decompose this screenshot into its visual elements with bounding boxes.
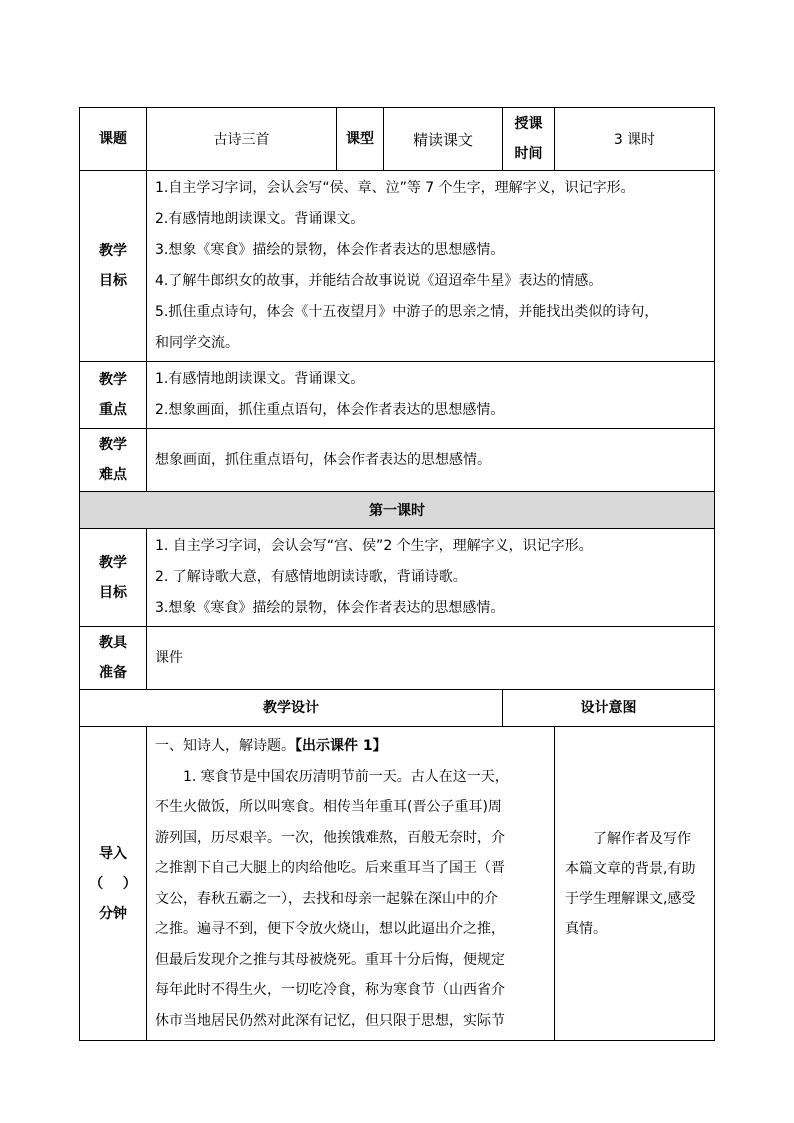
- topic-value: 古诗三首: [147, 108, 337, 171]
- tools-label-line-2: 准备: [99, 665, 127, 681]
- key-points-label-line-2: 重点: [99, 402, 127, 418]
- intent-line: 真情。: [565, 920, 607, 937]
- intro-label-line-1: 导入: [99, 845, 127, 862]
- key-points-content: [147, 362, 715, 429]
- tools-row: [80, 627, 715, 690]
- lesson-goal-item: 2. 了解诗歌大意，有感情地朗读诗歌，背诵诗歌。: [155, 569, 467, 585]
- time-value: 3 课时: [555, 108, 715, 171]
- intro-line: 之推割下自己大腿上的肉给他吃。后来重耳当了国王（晋: [155, 860, 505, 876]
- goal-item: 1.自主学习字词，会认会写“侯、章、泣”等 7 个生字，理解字义，识记字形。: [155, 180, 635, 196]
- tools-label-line-1: 教具: [99, 635, 127, 651]
- tools-content: 课件: [147, 627, 715, 690]
- intro-label: [80, 727, 147, 1041]
- intro-row: [80, 727, 715, 1041]
- section-row: [80, 492, 715, 529]
- intro-content: [147, 727, 555, 1041]
- intro-line: 文公，春秋五霸之一），去找和母亲一起躲在深山中的介: [155, 890, 498, 907]
- goal-item: 和同学交流。: [155, 335, 239, 351]
- goal-item: 5.抓住重点诗句，体会《十五夜望月》中游子的思亲之情，并能找出类似的诗句，: [155, 304, 659, 320]
- intro-intent: [555, 727, 715, 1041]
- lesson-goals-row: [80, 529, 715, 627]
- intro-line: 每年此时不得生火，一切吃冷食，称为寒食节（山西省介: [155, 982, 505, 998]
- difficulties-label-line-1: 教学: [99, 437, 127, 453]
- key-points-label: [80, 362, 147, 429]
- intent-header: 设计意图: [503, 690, 715, 727]
- type-value: 精读课文: [384, 108, 503, 171]
- key-point-item: 1.有感情地朗读课文。背诵课文。: [155, 371, 365, 387]
- intro-label-line-3: 分钟: [99, 905, 127, 922]
- intro-line: 之推。遍寻不到，便下令放火烧山，想以此逼出介之推，: [155, 921, 505, 937]
- lesson-plan-table: [79, 107, 715, 1041]
- intent-line: 本篇文章的背景,有助: [565, 860, 696, 877]
- key-points-label-line-1: 教学: [99, 372, 127, 388]
- goal-item: 2.有感情地朗读课文。背诵课文。: [155, 211, 365, 227]
- lesson-goals-label-line-2: 目标: [99, 584, 127, 601]
- intro-line: 游列国，历尽艰辛。一次，他挨饿难熬，百般无奈时，介: [155, 829, 505, 846]
- intro-line: 不生火做饭，所以叫寒食。相传当年重耳(晋公子重耳)周: [155, 799, 502, 815]
- lesson-goal-item: 3.想象《寒食》描绘的景物，体会作者表达的思想感情。: [155, 600, 505, 616]
- header-row: [80, 108, 715, 171]
- design-header: 教学设计: [80, 690, 503, 727]
- tools-label: [80, 627, 147, 690]
- time-label-line-2: 时间: [514, 146, 543, 162]
- goals-label-line-2: 目标: [99, 273, 127, 289]
- goals-row: [80, 171, 715, 362]
- difficulties-content: 想象画面，抓住重点语句，体会作者表达的思想感情。: [147, 429, 715, 492]
- goals-label: [80, 171, 147, 362]
- lesson-goals-label-line-1: 教学: [99, 554, 127, 571]
- intro-label-line-2: （ ）: [89, 875, 137, 892]
- key-point-item: 2.想象画面，抓住重点语句，体会作者表达的思想感情。: [155, 402, 505, 418]
- courseware-ref: 【出示课件 1】: [295, 738, 387, 754]
- goals-content: [147, 171, 715, 362]
- topic-label: 课题: [80, 108, 147, 171]
- intent-line: 了解作者及写作: [593, 830, 691, 847]
- time-label-line-1: 授课: [514, 116, 543, 132]
- difficulties-label: [80, 429, 147, 492]
- intro-heading-text: 一、知诗人，解诗题。: [155, 738, 295, 754]
- goals-label-line-1: 教学: [99, 243, 127, 259]
- goal-item: 3.想象《寒食》描绘的景物，体会作者表达的思想感情。: [155, 242, 505, 258]
- difficulties-label-line-2: 难点: [99, 467, 127, 483]
- lesson-goals-label: [80, 529, 147, 627]
- lesson-goals-content: [147, 529, 715, 627]
- design-header-row: [80, 690, 715, 727]
- difficulties-row: [80, 429, 715, 492]
- type-label: 课型: [337, 108, 384, 171]
- intro-line: 1. 寒食节是中国农历清明节前一天。古人在这一天，: [183, 768, 509, 785]
- goal-item: 4.了解牛郎织女的故事，并能结合故事说说《迢迢牵牛星》表达的情感。: [155, 273, 603, 289]
- intro-heading: [155, 731, 550, 762]
- intro-line: 休市当地居民仍然对此深有记忆，但只限于思想，实际节: [155, 1012, 505, 1029]
- key-points-row: [80, 362, 715, 429]
- lesson-goal-item: 1. 自主学习字词，会认会写“宫、侯”2 个生字，理解字义，识记字形。: [155, 538, 593, 554]
- time-label: [503, 108, 555, 171]
- intent-line: 于学生理解课文,感受: [565, 890, 696, 907]
- section-title: 第一课时: [80, 492, 715, 529]
- intro-line: 但最后发现介之推与其母被烧死。重耳十分后悔，便规定: [155, 951, 505, 968]
